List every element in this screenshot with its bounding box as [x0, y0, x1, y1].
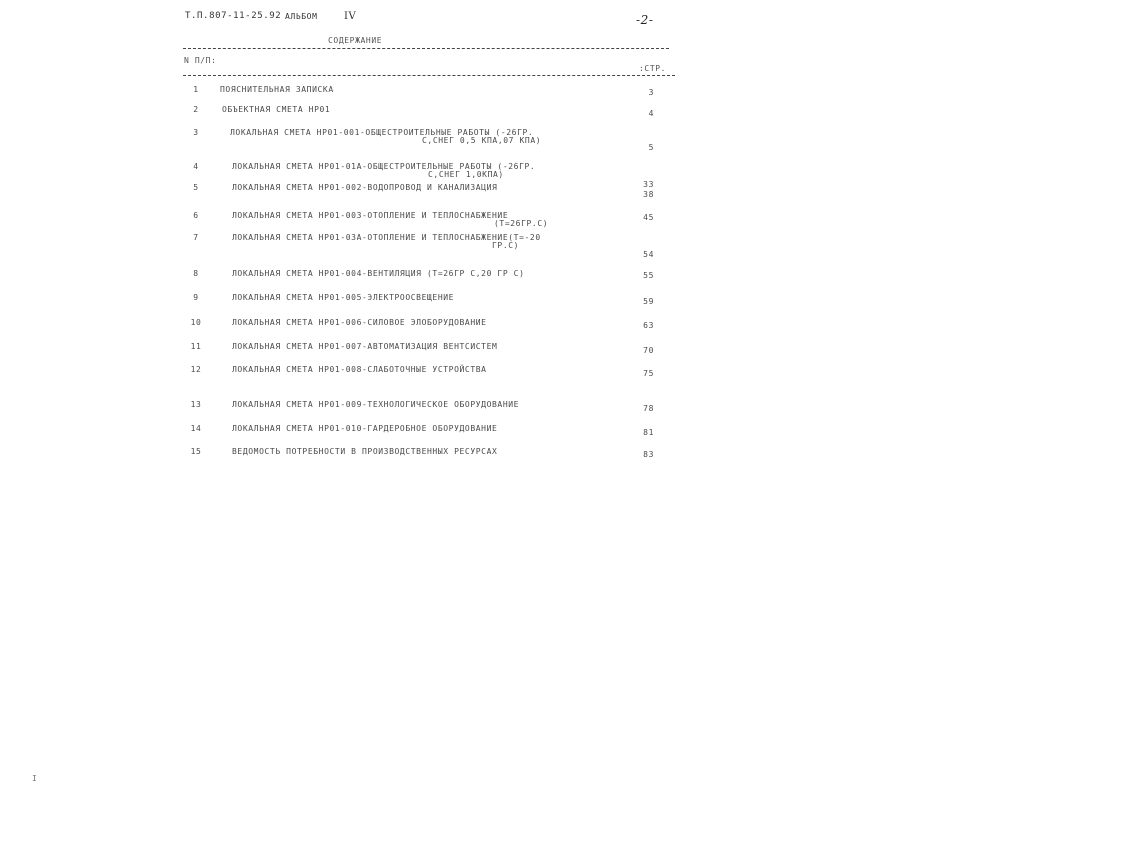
- entry-title: ЛОКАЛЬНАЯ СМЕТА НР01-002-ВОДОПРОВОД И КАНАЛИЗАЦИЯ: [232, 183, 498, 192]
- entry-page: 45: [643, 213, 654, 222]
- entry-title: ВЕДОМОСТЬ ПОТРЕБНОСТИ В ПРОИЗВОДСТВЕННЫХ РЕСУРСАХ: [232, 447, 498, 456]
- column-header-number: N П/П:: [184, 56, 217, 65]
- top-dashed-rule: [183, 48, 669, 49]
- entry-page: 5: [648, 143, 654, 152]
- entry-number: 11: [190, 342, 202, 351]
- entry-page: 63: [643, 321, 654, 330]
- page-number: -2-: [636, 13, 654, 27]
- entry-number: 13: [190, 400, 202, 409]
- entry-page: 4: [648, 109, 654, 118]
- entry-title: ЛОКАЛЬНАЯ СМЕТА НР01-005-ЭЛЕКТРООСВЕЩЕНИЕ: [232, 293, 455, 302]
- entry-title-continuation: (Т=26ГР.С): [494, 219, 549, 228]
- entry-title: ПОЯСНИТЕЛЬНАЯ ЗАПИСКА: [220, 85, 334, 94]
- margin-mark: I: [32, 774, 38, 783]
- entry-number: 6: [193, 211, 199, 220]
- entry-number: 10: [190, 318, 202, 327]
- entry-title: ЛОКАЛЬНАЯ СМЕТА НР01-008-СЛАБОТОЧНЫЕ УСТРОЙСТВА: [232, 365, 487, 374]
- entry-title: ЛОКАЛЬНАЯ СМЕТА НР01-006-СИЛОВОЕ ЭЛОБОРУДОВАНИЕ: [232, 318, 487, 327]
- entry-page: 81: [643, 428, 654, 437]
- entry-title: ЛОКАЛЬНАЯ СМЕТА НР01-010-ГАРДЕРОБНОЕ ОБОРУДОВАНИЕ: [232, 424, 498, 433]
- entry-title-continuation: С,СНЕГ 0,5 КПА,07 КПА): [422, 136, 542, 145]
- entry-title: ЛОКАЛЬНАЯ СМЕТА НР01-001-ОБЩЕСТРОИТЕЛЬНЫЕ РАБОТЫ (-26ГР.: [230, 128, 534, 137]
- entry-page: 55: [643, 271, 654, 280]
- entry-title: ОБЪЕКТНАЯ СМЕТА НР01: [222, 105, 331, 114]
- entry-page: 75: [643, 369, 654, 378]
- entry-title: ЛОКАЛЬНАЯ СМЕТА НР01-009-ТЕХНОЛОГИЧЕСКОЕ ОБОРУДОВАНИЕ: [232, 400, 520, 409]
- entry-title: ЛОКАЛЬНАЯ СМЕТА НР01-007-АВТОМАТИЗАЦИЯ ВЕНТСИСТЕМ: [232, 342, 498, 351]
- entry-number: 5: [193, 183, 199, 192]
- entry-number: 14: [190, 424, 202, 433]
- entry-number: 4: [193, 162, 199, 171]
- album-number: IV: [344, 11, 357, 22]
- document-code: Т.П.807-11-25.92: [185, 11, 282, 21]
- column-header-page: :СТР.: [639, 64, 667, 73]
- entry-title: ЛОКАЛЬНАЯ СМЕТА НР01-03А-ОТОПЛЕНИЕ И ТЕПЛОСНАБЖЕНИЕ(Т=-20: [232, 233, 541, 242]
- entry-number: 12: [190, 365, 202, 374]
- entry-title: ЛОКАЛЬНАЯ СМЕТА НР01-01А-ОБЩЕСТРОИТЕЛЬНЫЕ РАБОТЫ (-26ГР.: [232, 162, 536, 171]
- entry-number: 7: [193, 233, 199, 242]
- entry-number: 15: [190, 447, 202, 456]
- entry-number: 8: [193, 269, 199, 278]
- entry-page: 59: [643, 297, 654, 306]
- entry-number: 1: [193, 85, 199, 94]
- entry-title-continuation: С,СНЕГ 1,0КПА): [428, 170, 504, 179]
- entry-title-continuation: ГР.С): [492, 241, 520, 250]
- entry-number: 9: [193, 293, 199, 302]
- entry-page: 54: [643, 250, 654, 259]
- entry-title: ЛОКАЛЬНАЯ СМЕТА НР01-003-ОТОПЛЕНИЕ И ТЕПЛОСНАБЖЕНИЕ: [232, 211, 509, 220]
- entry-number: 3: [193, 128, 199, 137]
- entry-page: 78: [643, 404, 654, 413]
- album-label: АЛЬБОМ: [285, 12, 318, 21]
- entry-page: 83: [643, 450, 654, 459]
- entry-page: 38: [643, 190, 654, 199]
- entry-title: ЛОКАЛЬНАЯ СМЕТА НР01-004-ВЕНТИЛЯЦИЯ (Т=26ГР С,20 ГР С): [232, 269, 525, 278]
- header-dashed-rule: [183, 75, 675, 76]
- entry-page: 3: [648, 88, 654, 97]
- entry-number: 2: [193, 105, 199, 114]
- contents-title: СОДЕРЖАНИЕ: [328, 36, 383, 45]
- entry-page: 70: [643, 346, 654, 355]
- entry-page: 33: [643, 180, 654, 189]
